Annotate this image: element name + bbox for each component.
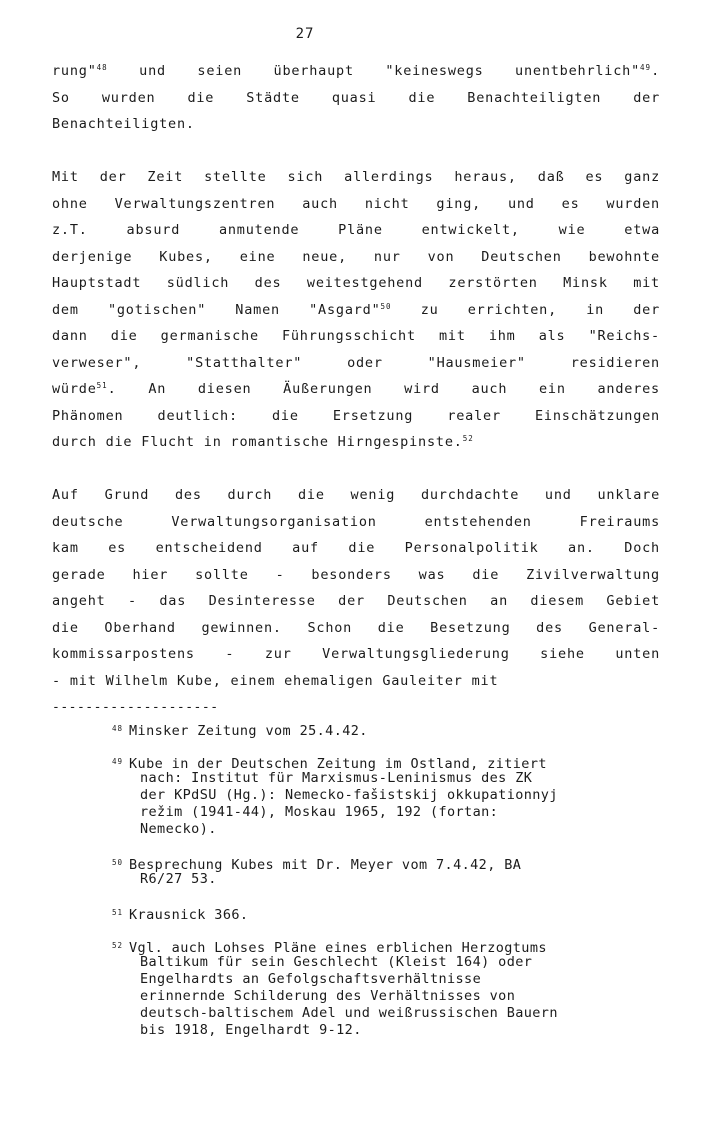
footnote-51 [112, 904, 662, 921]
footnote-50 [112, 854, 662, 888]
footnote-text: Krausnick 366. [129, 907, 249, 923]
text-line: verweser", "Statthalter" oder "Hausmeier" residieren [52, 354, 660, 371]
text-line: würde$^{51}$. An diesen Äußerungen wird auch ein anderes [52, 381, 660, 397]
footnote-49 [112, 753, 662, 838]
footnote-48 [112, 720, 662, 737]
footnote-text: deutsch-baltischem Adel und weißrussischen Bauern [140, 1005, 558, 1021]
footnote-text: nach: Institut für Marxismus-Leninismus des ZK [140, 770, 533, 786]
text-line: Phänomen deutlich: die Ersetzung realer Einschätzungen [52, 407, 660, 424]
footnote-text: Besprechung Kubes mit Dr. Meyer vom 7.4.42, BA [129, 857, 522, 873]
page-number: 27 [295, 26, 315, 42]
footnote-text: bis 1918, Engelhardt 9-12. [140, 1022, 362, 1038]
text-line: deutsche Verwaltungsorganisation entstehenden Freiraums [52, 513, 660, 530]
paragraph-gap [52, 138, 660, 165]
footnote-ref: 51 [96, 381, 108, 390]
footnote-text: Engelhardts an Gefolgschaftsverhältnisse [140, 971, 482, 987]
text-line: angeht - das Desinteresse der Deutschen an diesem Gebiet [52, 593, 660, 609]
text-line: rung"$^{48}$ und seien überhaupt "keineswegs unentbehrlich"$^{49}$. [52, 63, 660, 79]
text-line: kam es entscheidend auf die Personalpolitik an. Doch [52, 540, 660, 556]
text-line: derjenige Kubes, eine neue, nur von Deutschen bewohnte [52, 248, 660, 265]
text-line: Benachteiligten. [52, 116, 195, 132]
footnote-number: 52 [112, 941, 124, 950]
footnote-text: erinnernde Schilderung des Verhältnisses von [140, 988, 516, 1004]
text-line: die Oberhand gewinnen. Schon die Besetzung des General- [52, 619, 660, 636]
text-line: Auf Grund des durch die wenig durchdachte und unklare [52, 487, 660, 503]
footnote-number: 51 [112, 908, 124, 917]
footnote-text: režim (1941-44), Moskau 1965, 192 (fortan: [140, 804, 499, 820]
text-line: So wurden die Städte quasi die Benachteiligten der [52, 89, 660, 106]
footnote-text: Minsker Zeitung vom 25.4.42. [129, 723, 368, 739]
footnotes [112, 720, 662, 1055]
text-line: ohne Verwaltungszentren auch nicht ging, und es wurden [52, 195, 660, 212]
text-line: dem "gotischen" Namen "Asgard"$^{50}$ zu errichten, in der [52, 301, 660, 318]
text-line: Mit der Zeit stellte sich allerdings heraus, daß es ganz [52, 169, 660, 185]
text-line: dann die germanische Führungsschicht mit ihm als "Reichs- [52, 328, 660, 344]
footnote-text: Nemecko). [140, 821, 217, 837]
text-line: durch die Flucht in romantische Hirngespinste.$^{52}$ [52, 434, 474, 450]
footnote-text: R6/27 53. [140, 871, 217, 887]
body-text [52, 58, 660, 694]
footnote-ref: 52 [462, 434, 474, 443]
footnote-number: 49 [112, 757, 124, 766]
footnote-separator: -------------------- [52, 700, 219, 715]
text-line: z.T. absurd anmutende Pläne entwickelt, wie etwa [52, 222, 660, 238]
footnote-ref: 50 [380, 301, 392, 311]
text-line: - mit Wilhelm Kube, einem ehemaligen Gauleiter mit [52, 672, 499, 689]
text-line: Hauptstadt südlich des weitestgehend zerstörten Minsk mit [52, 275, 660, 291]
footnote-number: 50 [112, 858, 124, 867]
footnote-text: Baltikum für sein Geschlecht (Kleist 164) oder [140, 954, 533, 970]
footnote-52 [112, 937, 662, 1039]
footnote-ref: 49 [640, 63, 652, 72]
footnote-ref: 48 [96, 63, 108, 72]
footnote-number: 48 [112, 724, 124, 733]
footnote-text: Vgl. auch Lohses Pläne eines erblichen Herzogtums [129, 940, 547, 956]
text-line: kommissarpostens - zur Verwaltungsgliederung siehe unten [52, 646, 660, 662]
text-line: gerade hier sollte - besonders was die Zivilverwaltung [52, 566, 660, 583]
footnote-text: der KPdSU (Hg.): Nemecko-fašistskij okkupationnyj [140, 787, 558, 803]
paragraph-gap [52, 456, 660, 483]
footnote-text: Kube in der Deutschen Zeitung im Ostland, zitiert [129, 756, 547, 772]
